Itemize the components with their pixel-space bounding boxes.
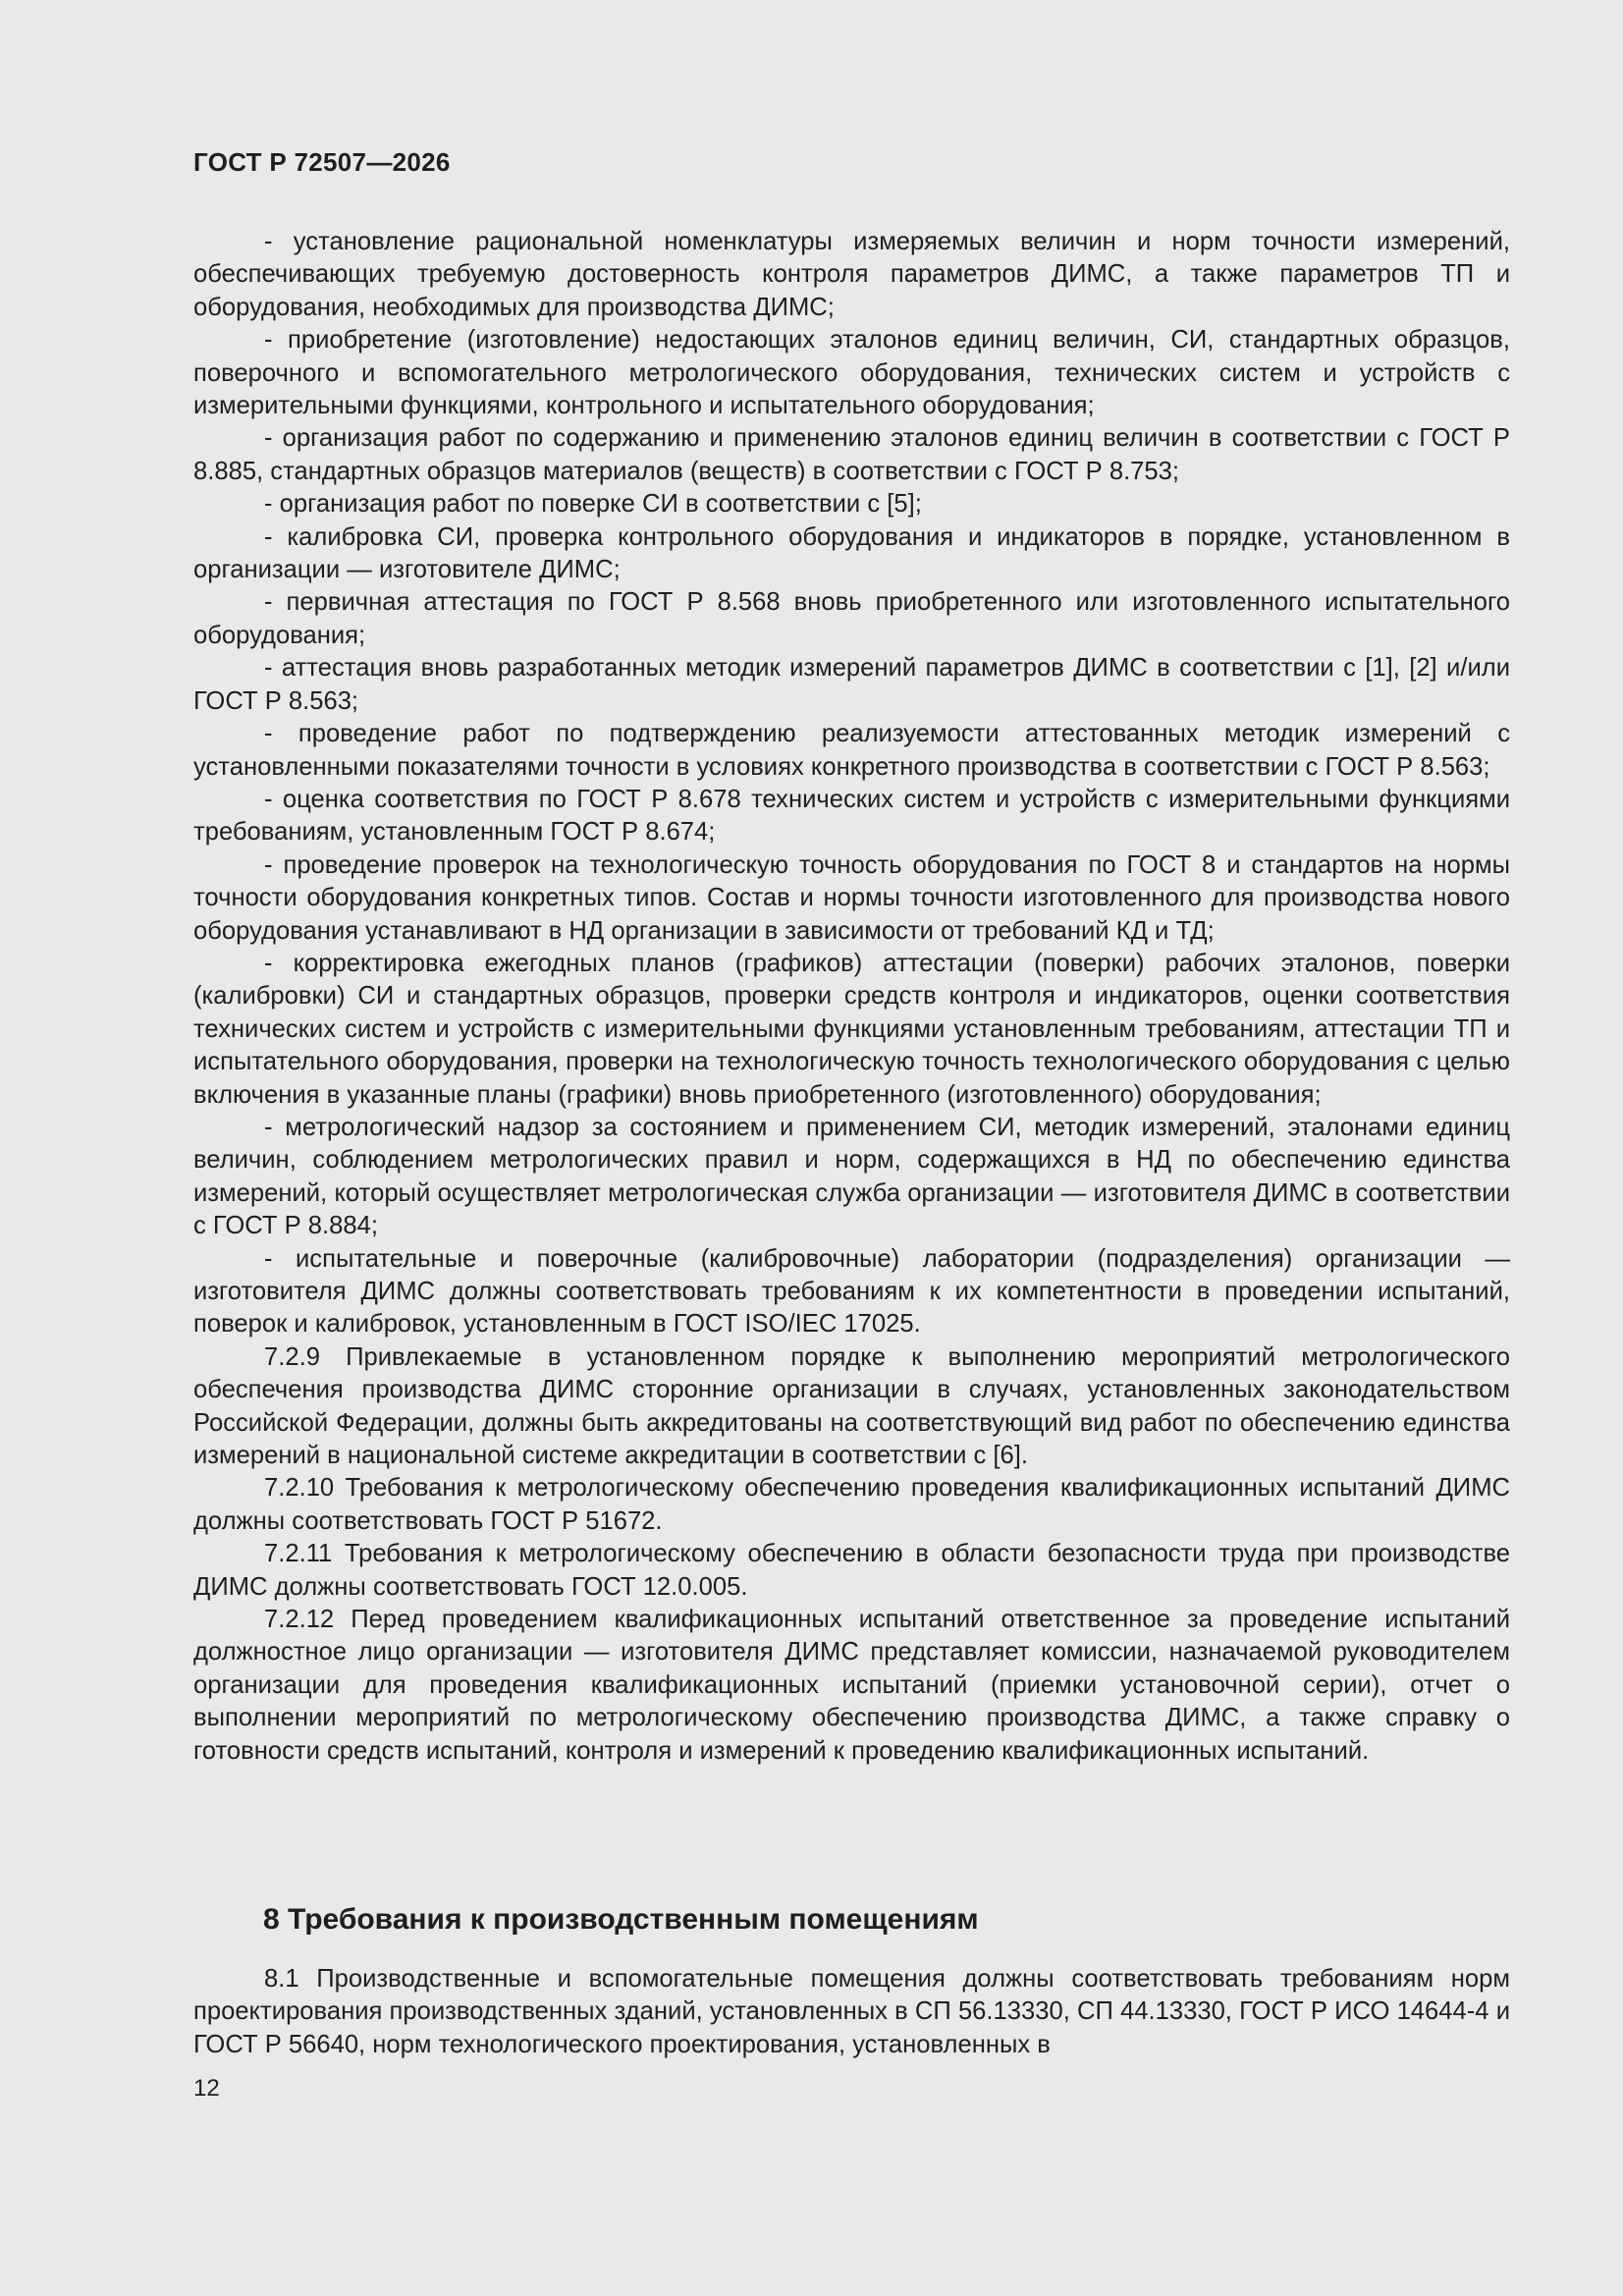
document-body xyxy=(193,226,1510,1768)
list-item: - проведение работ по подтверждению реализуемости аттестованных методик измерений с установленными показателями точности в условиях конкретного производства в соответствии с ГОСТ Р 8.563; xyxy=(193,720,1510,781)
list-item: - приобретение (изготовление) недостающих эталонов единиц величин, СИ, стандартных образцов, поверочного и вспомогательного метрологического оборудования, технических систем и устройств с измерительными функциями, контрольного и испытательного оборудования; xyxy=(193,326,1510,420)
clause-7-2-10: 7.2.10 Требования к метрологическому обеспечению проведения квалификационных испытаний ДИМС должны соответствовать ГОСТ Р 51672. xyxy=(193,1474,1510,1535)
list-item: - испытательные и поверочные (калибровочные) лаборатории (подразделения) организации — изготовителя ДИМС должны соответствовать требованиям к их компетентности в проведении испытаний, поверок и калибровок, установленным в ГОСТ ISO/IEC 17025. xyxy=(193,1244,1510,1339)
document-header: ГОСТ Р 72507—2026 xyxy=(193,147,451,177)
clause-8-1: 8.1 Производственные и вспомогательные помещения должны соответствовать требованиям норм проектирования производственных зданий, установленных в СП 56.13330, СП 44.13330, ГОСТ Р ИСО 14644-4 и ГОСТ Р 56640, норм технологического проектирования, установленных в xyxy=(193,1965,1510,2058)
list-item: - метрологический надзор за состоянием и применением СИ, методик измерений, эталонами единиц величин, соблюдением метрологических правил и норм, содержащихся в НД по обеспечению единства измерений, который осуществляет метрологическая служба организации — изготовителя ДИМС в соответствии с ГОСТ Р 8.884; xyxy=(193,1113,1510,1240)
section-heading: 8 Требования к производственным помещениям xyxy=(263,1903,979,1936)
list-item: - установление рациональной номенклатуры измеряемых величин и норм точности измерений, обеспечивающих требуемую достоверность контроля параметров ДИМС, а также параметров ТП и оборудования, необходимых для производства ДИМС; xyxy=(193,228,1510,321)
list-item: - корректировка ежегодных планов (графиков) аттестации (поверки) рабочих эталонов, поверки (калибровки) СИ и стандартных образцов, проверки средств контроля и индикаторов, оценки соответствия технических систем и устройств с измерительными функциями установленным требованиям, аттестации ТП и испытательного оборудования, проверки на технологическую точность технологического оборудования с целью включения в указанные планы (графики) вновь приобретенного (изготовленного) оборудования; xyxy=(193,949,1510,1109)
list-item: - организация работ по содержанию и применению эталонов единиц величин в соответствии с ГОСТ Р 8.885, стандартных образцов материалов (веществ) в соответствии с ГОСТ Р 8.753; xyxy=(193,424,1510,485)
list-item: - первичная аттестация по ГОСТ Р 8.568 вновь приобретенного или изготовленного испытательного оборудования; xyxy=(193,588,1510,649)
clause-7-2-11: 7.2.11 Требования к метрологическому обеспечению в области безопасности труда при производстве ДИМС должны соответствовать ГОСТ 12.0.005. xyxy=(193,1540,1510,1601)
list-item: - проведение проверок на технологическую точность оборудования по ГОСТ 8 и стандартов на нормы точности оборудования конкретных типов. Состав и нормы точности изготовленного для производства нового оборудования устанавливают в НД организации в зависимости от требований КД и ТД; xyxy=(193,850,1510,945)
clause-7-2-9: 7.2.9 Привлекаемые в установленном порядке к выполнению мероприятий метрологического обеспечения производства ДИМС сторонние организации в случаях, установленных законодательством Российской Федерации, должны быть аккредитованы на соответствующий вид работ по обеспечению единства измерений в национальной системе аккредитации в соответствии с [6]. xyxy=(193,1342,1510,1470)
list-item: - организация работ по поверке СИ в соответствии с [5]; xyxy=(264,490,922,519)
page-number: 12 xyxy=(193,2075,220,2102)
list-item: - оценка соответствия по ГОСТ Р 8.678 технических систем и устройств с измерительными функциями требованиям, установленным ГОСТ Р 8.674; xyxy=(193,785,1510,847)
section-body xyxy=(193,1963,1510,2061)
list-item: - калибровка СИ, проверка контрольного оборудования и индикаторов в порядке, установленном в организации — изготовителе ДИМС; xyxy=(193,522,1510,584)
list-item: - аттестация вновь разработанных методик измерений параметров ДИМС в соответствии с [1], [2] и/или ГОСТ Р 8.563; xyxy=(193,654,1510,715)
clause-7-2-12: 7.2.12 Перед проведением квалификационных испытаний ответственное за проведение испытаний должностное лицо организации — изготовителя ДИМС представляет комиссии, назначаемой руководителем организации для проведения квалификационных испытаний (приемки установочной серии), отчет о выполнении мероприятий по метрологическому обеспечению производства ДИМС, а также справку о готовности средств испытаний, контроля и измерений к проведению квалификационных испытаний. xyxy=(193,1606,1510,1765)
